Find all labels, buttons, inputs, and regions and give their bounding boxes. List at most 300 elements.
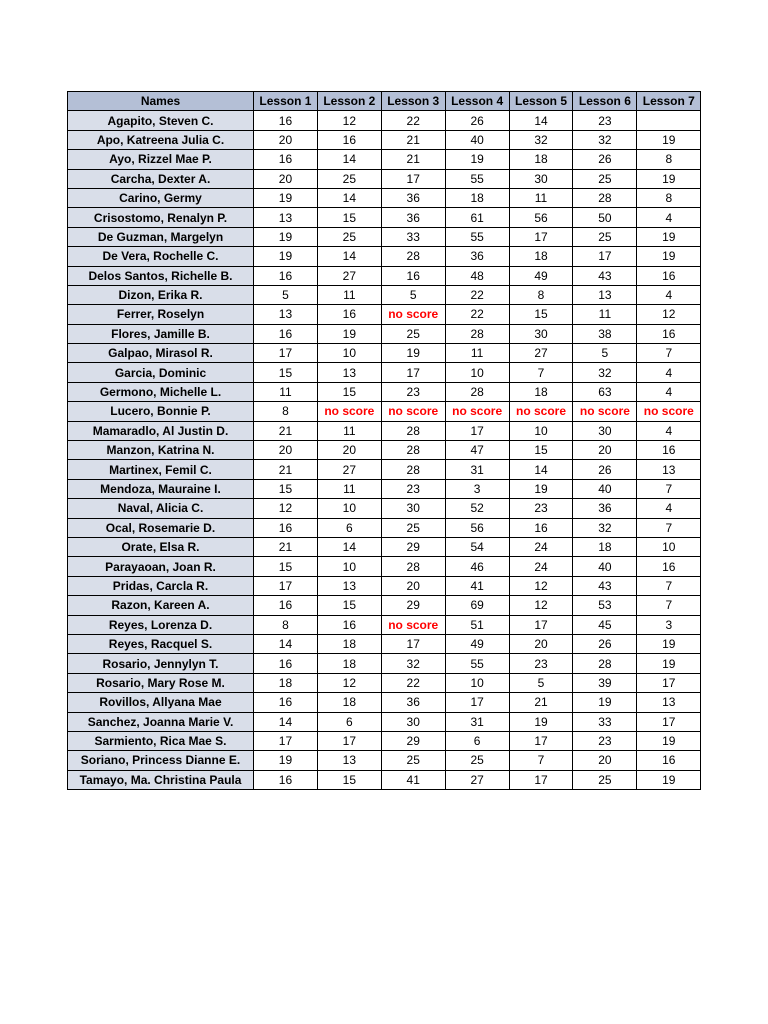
score-cell-lesson-5: 14: [509, 460, 573, 479]
score-cell-lesson-3: 28: [381, 460, 445, 479]
score-cell-lesson-6: 26: [573, 634, 637, 653]
score-cell-lesson-5: 12: [509, 576, 573, 595]
score-cell-lesson-5: 24: [509, 537, 573, 556]
score-cell-lesson-5: 30: [509, 169, 573, 188]
score-cell-lesson-2: 11: [317, 479, 381, 498]
score-cell-lesson-4: 18: [445, 188, 509, 207]
score-cell-lesson-3: no score: [381, 615, 445, 634]
score-cell-lesson-4: 40: [445, 130, 509, 149]
score-cell-lesson-2: 27: [317, 460, 381, 479]
score-cell-lesson-6: 5: [573, 344, 637, 363]
score-cell-lesson-7: no score: [637, 402, 701, 421]
score-cell-lesson-4: 27: [445, 770, 509, 789]
score-cell-lesson-3: 16: [381, 266, 445, 285]
score-cell-lesson-4: 31: [445, 460, 509, 479]
score-cell-lesson-3: 30: [381, 499, 445, 518]
score-cell-lesson-2: 18: [317, 693, 381, 712]
score-cell-lesson-7: 19: [637, 731, 701, 750]
table-row: [68, 169, 701, 188]
table-row: [68, 382, 701, 401]
score-cell-lesson-2: 18: [317, 634, 381, 653]
table-row: [68, 596, 701, 615]
score-cell-lesson-4: 55: [445, 227, 509, 246]
score-cell-lesson-3: 28: [381, 421, 445, 440]
header-lesson-1: Lesson 1: [254, 92, 318, 111]
score-cell-lesson-5: 27: [509, 344, 573, 363]
score-cell-lesson-6: 25: [573, 227, 637, 246]
score-cell-lesson-2: 20: [317, 441, 381, 460]
score-cell-lesson-5: 12: [509, 596, 573, 615]
score-cell-lesson-2: 17: [317, 731, 381, 750]
score-cell-lesson-3: 36: [381, 188, 445, 207]
table-row: [68, 634, 701, 653]
header-lesson-3: Lesson 3: [381, 92, 445, 111]
score-cell-lesson-5: 10: [509, 421, 573, 440]
score-cell-lesson-1: 15: [254, 363, 318, 382]
score-cell-lesson-3: 21: [381, 130, 445, 149]
header-lesson-7: Lesson 7: [637, 92, 701, 111]
score-cell-lesson-2: 14: [317, 537, 381, 556]
table-row: [68, 363, 701, 382]
score-cell-lesson-4: 54: [445, 537, 509, 556]
score-cell-lesson-3: 33: [381, 227, 445, 246]
score-cell-lesson-7: 19: [637, 247, 701, 266]
score-cell-lesson-4: 25: [445, 751, 509, 770]
table-row: [68, 731, 701, 750]
score-cell-lesson-2: 25: [317, 169, 381, 188]
score-cell-lesson-7: 17: [637, 712, 701, 731]
table-row: [68, 751, 701, 770]
score-cell-lesson-3: 21: [381, 150, 445, 169]
score-cell-lesson-1: 21: [254, 537, 318, 556]
student-name-cell: Ayo, Rizzel Mae P.: [68, 150, 254, 169]
score-cell-lesson-1: 17: [254, 344, 318, 363]
score-cell-lesson-4: 56: [445, 518, 509, 537]
score-cell-lesson-3: 29: [381, 537, 445, 556]
table-row: [68, 305, 701, 324]
score-cell-lesson-1: 13: [254, 208, 318, 227]
score-cell-lesson-3: no score: [381, 402, 445, 421]
score-cell-lesson-2: 15: [317, 770, 381, 789]
score-cell-lesson-6: 25: [573, 770, 637, 789]
score-cell-lesson-4: 46: [445, 557, 509, 576]
score-cell-lesson-1: 18: [254, 673, 318, 692]
table-row: [68, 693, 701, 712]
score-cell-lesson-7: 19: [637, 654, 701, 673]
score-cell-lesson-6: 17: [573, 247, 637, 266]
score-cell-lesson-3: 19: [381, 344, 445, 363]
score-cell-lesson-1: 15: [254, 557, 318, 576]
score-cell-lesson-5: 49: [509, 266, 573, 285]
score-cell-lesson-7: 10: [637, 537, 701, 556]
score-cell-lesson-2: 27: [317, 266, 381, 285]
score-cell-lesson-5: 18: [509, 150, 573, 169]
score-cell-lesson-6: 23: [573, 731, 637, 750]
score-cell-lesson-5: 18: [509, 247, 573, 266]
score-cell-lesson-6: 26: [573, 460, 637, 479]
student-name-cell: Razon, Kareen A.: [68, 596, 254, 615]
score-cell-lesson-4: 49: [445, 634, 509, 653]
score-cell-lesson-1: 20: [254, 441, 318, 460]
student-name-cell: Rosario, Jennylyn T.: [68, 654, 254, 673]
student-name-cell: Carino, Germy: [68, 188, 254, 207]
score-cell-lesson-7: 19: [637, 130, 701, 149]
score-cell-lesson-6: 18: [573, 537, 637, 556]
score-cell-lesson-3: 36: [381, 208, 445, 227]
score-cell-lesson-7: 7: [637, 344, 701, 363]
student-name-cell: Garcia, Dominic: [68, 363, 254, 382]
score-cell-lesson-3: 23: [381, 382, 445, 401]
score-cell-lesson-3: 20: [381, 576, 445, 595]
score-cell-lesson-5: 23: [509, 499, 573, 518]
student-name-cell: Rosario, Mary Rose M.: [68, 673, 254, 692]
score-cell-lesson-4: 22: [445, 285, 509, 304]
student-name-cell: Mamaradlo, Al Justin D.: [68, 421, 254, 440]
score-cell-lesson-6: 40: [573, 557, 637, 576]
score-cell-lesson-6: 32: [573, 518, 637, 537]
table-row: [68, 499, 701, 518]
score-cell-lesson-1: 19: [254, 227, 318, 246]
score-cell-lesson-4: 10: [445, 673, 509, 692]
score-cell-lesson-5: 17: [509, 227, 573, 246]
score-cell-lesson-4: 3: [445, 479, 509, 498]
score-cell-lesson-1: 15: [254, 479, 318, 498]
score-cell-lesson-4: 47: [445, 441, 509, 460]
score-cell-lesson-1: 16: [254, 324, 318, 343]
score-cell-lesson-5: 17: [509, 770, 573, 789]
table-row: [68, 285, 701, 304]
score-cell-lesson-3: 29: [381, 731, 445, 750]
score-cell-lesson-3: 25: [381, 518, 445, 537]
score-cell-lesson-3: 22: [381, 673, 445, 692]
student-name-cell: Orate, Elsa R.: [68, 537, 254, 556]
score-cell-lesson-5: 18: [509, 382, 573, 401]
score-cell-lesson-1: 8: [254, 402, 318, 421]
student-name-cell: Apo, Katreena Julia C.: [68, 130, 254, 149]
score-cell-lesson-4: 31: [445, 712, 509, 731]
score-cell-lesson-4: 55: [445, 654, 509, 673]
score-cell-lesson-1: 17: [254, 731, 318, 750]
score-cell-lesson-7: 12: [637, 305, 701, 324]
student-name-cell: Mendoza, Mauraine I.: [68, 479, 254, 498]
score-cell-lesson-1: 8: [254, 615, 318, 634]
score-cell-lesson-6: 33: [573, 712, 637, 731]
table-row: [68, 188, 701, 207]
student-name-cell: Tamayo, Ma. Christina Paula: [68, 770, 254, 789]
score-cell-lesson-2: 15: [317, 208, 381, 227]
score-cell-lesson-6: 26: [573, 150, 637, 169]
score-cell-lesson-7: 4: [637, 421, 701, 440]
score-cell-lesson-4: 36: [445, 247, 509, 266]
score-cell-lesson-3: 25: [381, 751, 445, 770]
score-cell-lesson-5: 7: [509, 751, 573, 770]
student-name-cell: Ocal, Rosemarie D.: [68, 518, 254, 537]
score-cell-lesson-2: 14: [317, 247, 381, 266]
score-cell-lesson-2: 16: [317, 615, 381, 634]
score-cell-lesson-6: 39: [573, 673, 637, 692]
score-cell-lesson-1: 16: [254, 111, 318, 130]
score-cell-lesson-6: 63: [573, 382, 637, 401]
score-cell-lesson-2: 6: [317, 712, 381, 731]
score-cell-lesson-2: 11: [317, 421, 381, 440]
score-cell-lesson-7: 4: [637, 499, 701, 518]
score-cell-lesson-7: 4: [637, 285, 701, 304]
score-cell-lesson-3: 17: [381, 363, 445, 382]
score-cell-lesson-5: 20: [509, 634, 573, 653]
score-cell-lesson-7: 16: [637, 751, 701, 770]
table-row: [68, 557, 701, 576]
score-cell-lesson-5: 32: [509, 130, 573, 149]
score-cell-lesson-3: 28: [381, 247, 445, 266]
score-cell-lesson-7: 17: [637, 673, 701, 692]
score-cell-lesson-5: 11: [509, 188, 573, 207]
score-table: [67, 91, 701, 790]
table-row: [68, 518, 701, 537]
score-cell-lesson-3: 28: [381, 441, 445, 460]
student-name-cell: Germono, Michelle L.: [68, 382, 254, 401]
score-cell-lesson-5: 16: [509, 518, 573, 537]
score-cell-lesson-3: 28: [381, 557, 445, 576]
score-cell-lesson-5: no score: [509, 402, 573, 421]
score-cell-lesson-5: 15: [509, 305, 573, 324]
score-cell-lesson-7: 19: [637, 634, 701, 653]
table-row: [68, 150, 701, 169]
score-cell-lesson-2: 16: [317, 130, 381, 149]
score-cell-lesson-5: 14: [509, 111, 573, 130]
table-row: [68, 421, 701, 440]
score-cell-lesson-1: 20: [254, 130, 318, 149]
score-cell-lesson-5: 8: [509, 285, 573, 304]
score-cell-lesson-7: 8: [637, 150, 701, 169]
score-cell-lesson-3: 25: [381, 324, 445, 343]
score-cell-lesson-2: 6: [317, 518, 381, 537]
table-row: [68, 247, 701, 266]
table-row: [68, 654, 701, 673]
score-cell-lesson-7: 13: [637, 693, 701, 712]
score-cell-lesson-7: 4: [637, 363, 701, 382]
score-cell-lesson-1: 16: [254, 596, 318, 615]
score-cell-lesson-1: 19: [254, 751, 318, 770]
score-cell-lesson-5: 7: [509, 363, 573, 382]
table-row: [68, 460, 701, 479]
score-cell-lesson-2: 14: [317, 188, 381, 207]
score-cell-lesson-7: 8: [637, 188, 701, 207]
table-row: [68, 537, 701, 556]
score-cell-lesson-4: 51: [445, 615, 509, 634]
student-name-cell: Naval, Alicia C.: [68, 499, 254, 518]
score-cell-lesson-6: 23: [573, 111, 637, 130]
score-cell-lesson-2: 10: [317, 499, 381, 518]
student-name-cell: Galpao, Mirasol R.: [68, 344, 254, 363]
score-cell-lesson-6: 20: [573, 441, 637, 460]
score-cell-lesson-5: 56: [509, 208, 573, 227]
score-cell-lesson-4: 10: [445, 363, 509, 382]
score-cell-lesson-2: 12: [317, 673, 381, 692]
score-cell-lesson-3: 17: [381, 634, 445, 653]
score-cell-lesson-2: 16: [317, 305, 381, 324]
score-cell-lesson-2: 13: [317, 363, 381, 382]
header-lesson-2: Lesson 2: [317, 92, 381, 111]
table-row: [68, 576, 701, 595]
score-cell-lesson-7: 3: [637, 615, 701, 634]
score-cell-lesson-1: 11: [254, 382, 318, 401]
score-cell-lesson-4: 28: [445, 382, 509, 401]
score-cell-lesson-1: 16: [254, 266, 318, 285]
score-cell-lesson-1: 16: [254, 654, 318, 673]
score-cell-lesson-7: 19: [637, 169, 701, 188]
score-cell-lesson-6: 43: [573, 576, 637, 595]
score-cell-lesson-1: 14: [254, 634, 318, 653]
student-name-cell: Ferrer, Roselyn: [68, 305, 254, 324]
header-lesson-6: Lesson 6: [573, 92, 637, 111]
header-lesson-4: Lesson 4: [445, 92, 509, 111]
table-row: [68, 770, 701, 789]
score-cell-lesson-4: 19: [445, 150, 509, 169]
student-name-cell: De Guzman, Margelyn: [68, 227, 254, 246]
score-cell-lesson-7: 16: [637, 266, 701, 285]
table-row: [68, 208, 701, 227]
student-name-cell: Flores, Jamille B.: [68, 324, 254, 343]
table-row: [68, 111, 701, 130]
score-cell-lesson-7: [637, 111, 701, 130]
score-cell-lesson-3: 32: [381, 654, 445, 673]
score-cell-lesson-4: 17: [445, 421, 509, 440]
header-lesson-5: Lesson 5: [509, 92, 573, 111]
header-row: [68, 92, 701, 111]
score-cell-lesson-3: 22: [381, 111, 445, 130]
score-cell-lesson-7: 4: [637, 208, 701, 227]
score-cell-lesson-7: 16: [637, 441, 701, 460]
score-cell-lesson-5: 19: [509, 712, 573, 731]
score-cell-lesson-2: 13: [317, 576, 381, 595]
score-cell-lesson-1: 19: [254, 247, 318, 266]
score-cell-lesson-2: 15: [317, 382, 381, 401]
score-cell-lesson-7: 16: [637, 557, 701, 576]
score-cell-lesson-1: 16: [254, 150, 318, 169]
score-cell-lesson-1: 16: [254, 518, 318, 537]
score-cell-lesson-7: 7: [637, 596, 701, 615]
student-name-cell: Martinex, Femil C.: [68, 460, 254, 479]
score-cell-lesson-6: 38: [573, 324, 637, 343]
score-cell-lesson-1: 5: [254, 285, 318, 304]
table-row: [68, 344, 701, 363]
score-cell-lesson-5: 17: [509, 615, 573, 634]
score-cell-lesson-4: 48: [445, 266, 509, 285]
score-cell-lesson-2: 11: [317, 285, 381, 304]
score-cell-lesson-6: 20: [573, 751, 637, 770]
score-cell-lesson-4: 61: [445, 208, 509, 227]
score-cell-lesson-5: 5: [509, 673, 573, 692]
score-cell-lesson-3: 23: [381, 479, 445, 498]
score-cell-lesson-6: 30: [573, 421, 637, 440]
score-cell-lesson-5: 23: [509, 654, 573, 673]
score-cell-lesson-2: 12: [317, 111, 381, 130]
table-row: [68, 227, 701, 246]
student-name-cell: Reyes, Racquel S.: [68, 634, 254, 653]
score-cell-lesson-4: 69: [445, 596, 509, 615]
score-cell-lesson-4: 22: [445, 305, 509, 324]
score-cell-lesson-6: 45: [573, 615, 637, 634]
student-name-cell: Reyes, Lorenza D.: [68, 615, 254, 634]
student-name-cell: Dizon, Erika R.: [68, 285, 254, 304]
score-cell-lesson-7: 19: [637, 770, 701, 789]
score-cell-lesson-3: 30: [381, 712, 445, 731]
score-cell-lesson-3: no score: [381, 305, 445, 324]
score-cell-lesson-6: 53: [573, 596, 637, 615]
score-cell-lesson-7: 7: [637, 576, 701, 595]
table-row: [68, 266, 701, 285]
score-cell-lesson-4: 41: [445, 576, 509, 595]
score-cell-lesson-7: 13: [637, 460, 701, 479]
score-cell-lesson-4: 17: [445, 693, 509, 712]
score-cell-lesson-7: 19: [637, 227, 701, 246]
score-cell-lesson-3: 41: [381, 770, 445, 789]
score-cell-lesson-6: 43: [573, 266, 637, 285]
score-cell-lesson-2: 14: [317, 150, 381, 169]
score-cell-lesson-6: 28: [573, 188, 637, 207]
score-cell-lesson-4: 11: [445, 344, 509, 363]
score-cell-lesson-5: 21: [509, 693, 573, 712]
student-name-cell: Parayaoan, Joan R.: [68, 557, 254, 576]
score-cell-lesson-1: 19: [254, 188, 318, 207]
score-cell-lesson-2: 10: [317, 344, 381, 363]
table-row: [68, 324, 701, 343]
score-cell-lesson-4: 52: [445, 499, 509, 518]
score-cell-lesson-1: 14: [254, 712, 318, 731]
student-name-cell: Agapito, Steven C.: [68, 111, 254, 130]
score-cell-lesson-3: 17: [381, 169, 445, 188]
student-name-cell: De Vera, Rochelle C.: [68, 247, 254, 266]
score-cell-lesson-1: 20: [254, 169, 318, 188]
student-name-cell: Soriano, Princess Dianne E.: [68, 751, 254, 770]
score-cell-lesson-4: 28: [445, 324, 509, 343]
score-cell-lesson-2: 10: [317, 557, 381, 576]
table-row: [68, 673, 701, 692]
score-cell-lesson-1: 21: [254, 460, 318, 479]
score-cell-lesson-2: no score: [317, 402, 381, 421]
score-cell-lesson-6: 32: [573, 363, 637, 382]
student-name-cell: Pridas, Carcla R.: [68, 576, 254, 595]
score-cell-lesson-2: 13: [317, 751, 381, 770]
score-cell-lesson-1: 17: [254, 576, 318, 595]
score-cell-lesson-2: 25: [317, 227, 381, 246]
score-cell-lesson-2: 18: [317, 654, 381, 673]
student-name-cell: Manzon, Katrina N.: [68, 441, 254, 460]
student-name-cell: Rovillos, Allyana Mae: [68, 693, 254, 712]
score-cell-lesson-2: 19: [317, 324, 381, 343]
header-names: Names: [68, 92, 254, 111]
score-cell-lesson-1: 16: [254, 693, 318, 712]
score-cell-lesson-1: 13: [254, 305, 318, 324]
student-name-cell: Sanchez, Joanna Marie V.: [68, 712, 254, 731]
score-cell-lesson-5: 19: [509, 479, 573, 498]
score-cell-lesson-4: no score: [445, 402, 509, 421]
score-cell-lesson-3: 5: [381, 285, 445, 304]
score-cell-lesson-6: 28: [573, 654, 637, 673]
table-row: [68, 479, 701, 498]
score-cell-lesson-6: 50: [573, 208, 637, 227]
student-name-cell: Sarmiento, Rica Mae S.: [68, 731, 254, 750]
score-cell-lesson-6: no score: [573, 402, 637, 421]
score-cell-lesson-6: 36: [573, 499, 637, 518]
score-cell-lesson-6: 19: [573, 693, 637, 712]
score-table-body: [68, 111, 701, 790]
student-name-cell: Lucero, Bonnie P.: [68, 402, 254, 421]
score-cell-lesson-4: 26: [445, 111, 509, 130]
score-cell-lesson-3: 36: [381, 693, 445, 712]
score-cell-lesson-1: 21: [254, 421, 318, 440]
student-name-cell: Delos Santos, Richelle B.: [68, 266, 254, 285]
